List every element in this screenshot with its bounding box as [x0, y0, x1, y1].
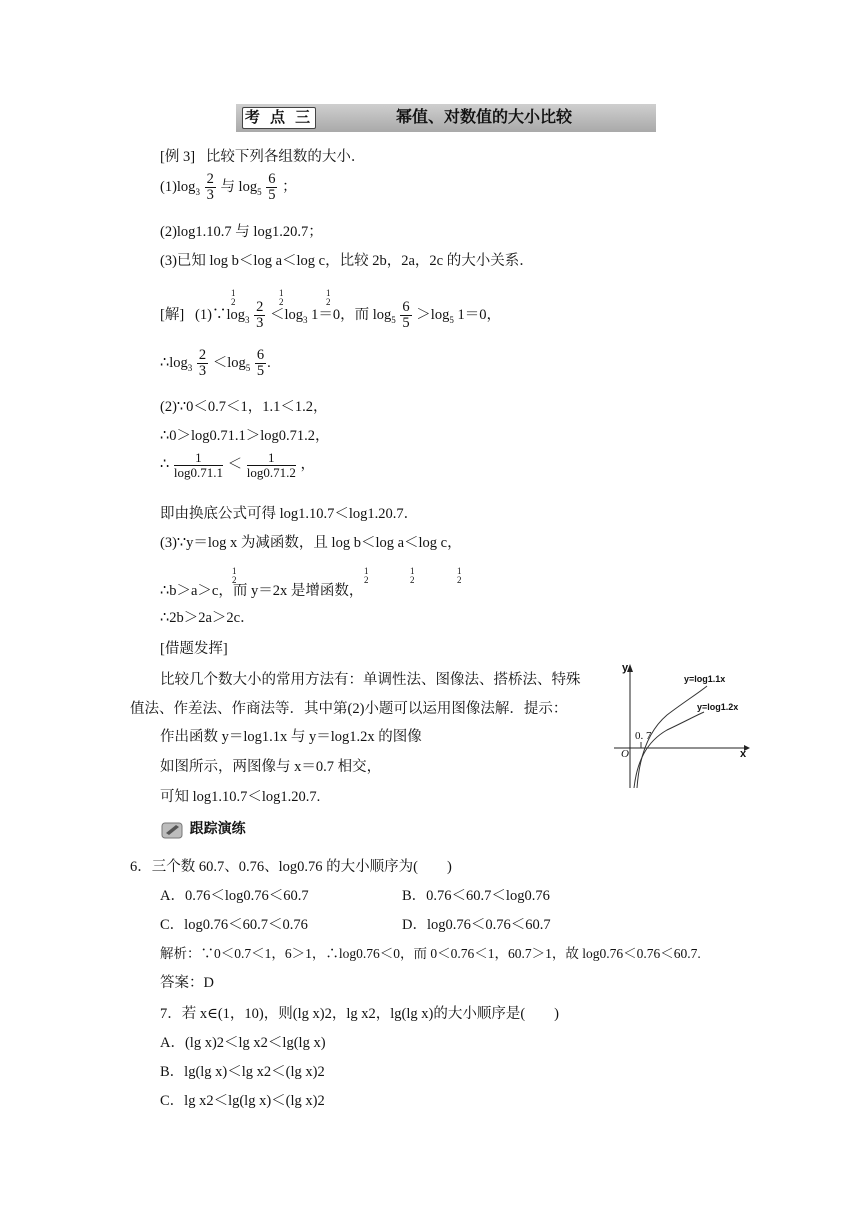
q6-option-b: B．0.76＜60.7＜log0.76 [402, 888, 550, 904]
fraction-6-5: $\frac{6}{5}$ [268, 171, 276, 204]
example-q1: $(1)\log_3$ $\frac{2}{3}$ 与 $\log_5$ $\frac{6}{5}$ ； [160, 171, 297, 204]
tips-p1: 比较几个数大小的常用方法有：单调性法、图像法、搭桥法、特殊 [160, 672, 581, 688]
q7: 7．若 x∈(1，10)，则(lg x)2，lg x2，lg(lg x)的大小顺序是( ) [160, 1006, 559, 1022]
q6-answer: 答案：D [160, 975, 214, 991]
solution-line-1: [解] $(1)\because\log_3$ $\frac{2}{3}$ $<\log_3$ 1＝0，而 $\log_5$ $\frac{6}{5}$ $>\log_5$ 1＝0， [160, 299, 501, 332]
tips-p3: 作出函数 y＝log1.1x 与 y＝log1.2x 的图像 [160, 729, 422, 745]
solution-line-7: (3)∵y＝log x 为减函数，且 log b＜log a＜log c， [160, 535, 462, 551]
solution-label: [解] [160, 307, 185, 324]
tips-header: [借题发挥] [160, 641, 228, 657]
practice-header: 跟踪演练 [160, 818, 246, 841]
section-banner [236, 104, 656, 132]
solution-line-6: 即由换底公式可得 log1.10.7＜log1.20.7． [160, 506, 419, 522]
graph-x-mark: 0. 7 [635, 730, 652, 742]
example-line [160, 145, 365, 166]
solution-line-8: ∴b＞a＞c，而 y＝2x 是增函数， [160, 583, 364, 599]
q6: 6．三个数 60.7、0.76、log0.76 的大小顺序为( ) [130, 859, 452, 875]
log-graph-svg [612, 660, 752, 790]
graph-y-label: y [622, 662, 629, 674]
section-tag: 考 点 三 [242, 107, 316, 129]
tips-p4: 如图所示，两图像与 x＝0.7 相交， [160, 759, 382, 775]
q6-solution: 解析：∵0＜0.7＜1，6＞1，∴log0.76＜0，而 0＜0.76＜1，60.7＞1，故 log0.76＜0.76＜60.7. [160, 946, 701, 961]
solution-line-4: ∴0＞log0.71.1＞log0.71.2， [160, 428, 330, 444]
q7-option-a: A．(lg x)2＜lg x2＜lg(lg x) [160, 1035, 326, 1051]
solution-line-2: $\therefore\log_3$ $\frac{2}{3}$ $<\log_5$ $\frac{6}{5}$ . [160, 347, 271, 380]
tips-p5: 可知 log1.10.7＜log1.20.7. [160, 789, 321, 805]
q7-option-b: B．lg(lg x)＜lg x2＜(lg x)2 [160, 1064, 325, 1080]
q6-option-a: A．0.76＜log0.76＜60.7 [160, 888, 309, 904]
graph-curve2-label: y=log1.2x [697, 702, 739, 712]
example-q3: (3)已知 log b＜log a＜log c，比较 2b，2a，2c 的大小关系． [160, 253, 534, 269]
q6-option-c: C．log0.76＜60.7＜0.76 [160, 917, 308, 933]
section-title: 幂值、对数值的大小比较 [396, 109, 573, 126]
solution-line-3: (2)∵0＜0.7＜1，1.1＜1.2， [160, 399, 328, 415]
example-label: [例 3] [160, 149, 196, 165]
graph-origin: O [621, 748, 629, 760]
graph-x-label: x [740, 748, 747, 760]
q7-option-c: C．lg x2＜lg(lg x)＜(lg x)2 [160, 1093, 325, 1109]
half-mark: 1 2 [326, 288, 331, 307]
pencil-note-icon [160, 819, 186, 841]
fraction-2-3: $\frac{2}{3}$ [206, 171, 214, 204]
solution-line-5: ∴ $\frac{1}{\log 0.71.1}$ ＜ $\frac{1}{\log 0.71.2}$ ， [160, 450, 315, 480]
example-q2: (2)log1.10.7 与 log1.20.7； [160, 224, 323, 240]
example-prompt: 比较下列各组数的大小． [205, 149, 366, 165]
tips-p2: 值法、作差法、作商法等．其中第(2)小题可以运用图像法解．提示： [130, 701, 568, 717]
solution-line-9: ∴2b＞2a＞2c． [160, 610, 255, 626]
half-mark: 1 2 [279, 288, 284, 307]
q6-option-d: D．log0.76＜0.76＜60.7 [402, 917, 551, 933]
half-mark: 1 2 [231, 288, 236, 307]
graph-curve1-label: y=log1.1x [684, 674, 726, 684]
log-graph [612, 660, 752, 790]
